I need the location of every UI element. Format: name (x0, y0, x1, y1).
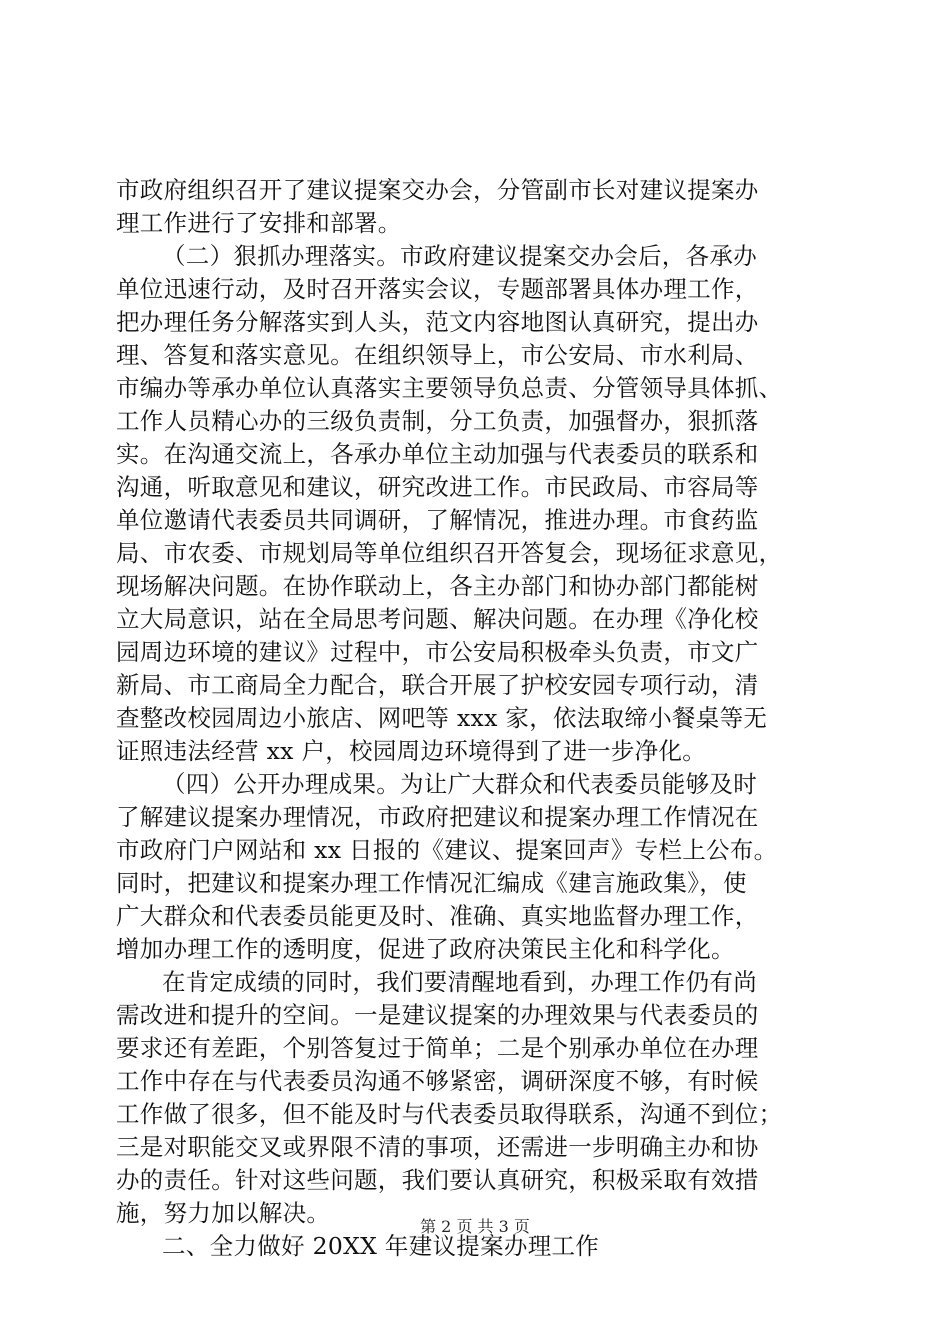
text-line: 二、全力做好 20XX 年建议提案办理工作 (162, 1232, 600, 1260)
text-line: 理工作进行了安排和部署。 (116, 209, 402, 237)
text-line: 单位迅速行动，及时召开落实会议，专题部署具体办理工作， (116, 275, 759, 303)
text-line: 工作中存在与代表委员沟通不够紧密，调研深度不够，有时候 (116, 1067, 759, 1095)
text-line: （二）狠抓办理落实。市政府建议提案交办会后，各承办 (162, 242, 757, 270)
text-line: 实。在沟通交流上，各承办单位主动加强与代表委员的联系和 (116, 440, 759, 468)
text-line: 单位邀请代表委员共同调研，了解情况，推进办理。市食药监 (116, 506, 759, 534)
text-line: 了解建议提案办理情况，市政府把建议和提案办理工作情况在 (116, 803, 759, 831)
text-line: 施，努力加以解决。 (116, 1199, 331, 1227)
text-line: 立大局意识，站在全局思考问题、解决问题。在办理《净化校 (116, 605, 759, 633)
text-line: 把办理任务分解落实到人头，范文内容地图认真研究，提出办 (116, 308, 759, 336)
text-line: 理、答复和落实意见。在组织领导上，市公安局、市水利局、 (116, 341, 759, 369)
text-line: 园周边环境的建议》过程中，市公安局积极牵头负责，市文广 (116, 638, 759, 666)
text-line: 新局、市工商局全力配合，联合开展了护校安园专项行动，清 (116, 671, 759, 699)
text-line: 广大群众和代表委员能更及时、准确、真实地监督办理工作， (116, 902, 759, 930)
text-line: 沟通，听取意见和建议，研究改进工作。市民政局、市容局等 (116, 473, 759, 501)
text-line: 局、市农委、市规划局等单位组织召开答复会，现场征求意见， (116, 539, 783, 567)
text-line: （四）公开办理成果。为让广大群众和代表委员能够及时 (162, 770, 757, 798)
text-line: 证照违法经营 xx 户，校园周边环境得到了进一步净化。 (116, 737, 707, 765)
text-line: 需改进和提升的空间。一是建议提案的办理效果与代表委员的 (116, 1001, 759, 1029)
text-line: 在肯定成绩的同时，我们要清醒地看到，办理工作仍有尚 (162, 968, 757, 996)
text-line: 增加办理工作的透明度，促进了政府决策民主化和科学化。 (116, 935, 735, 963)
page-footer: 第 2 页 共 3 页 (420, 1217, 530, 1236)
text-line: 市政府组织召开了建议提案交办会，分管副市长对建议提案办 (116, 176, 759, 204)
text-line: 办的责任。针对这些问题，我们要认真研究，积极采取有效措 (116, 1166, 759, 1194)
text-line: 查整改校园周边小旅店、网吧等 xxx 家，依法取缔小餐桌等无 (116, 704, 768, 732)
text-line: 工作做了很多，但不能及时与代表委员取得联系，沟通不到位； (116, 1100, 783, 1128)
text-line: 三是对职能交叉或界限不清的事项，还需进一步明确主办和协 (116, 1133, 759, 1161)
text-line: 要求还有差距，个别答复过于简单；二是个别承办单位在办理 (116, 1034, 759, 1062)
text-line: 工作人员精心办的三级负责制，分工负责，加强督办，狠抓落 (116, 407, 759, 435)
text-line: 现场解决问题。在协作联动上，各主办部门和协办部门都能树 (116, 572, 759, 600)
text-line: 市编办等承办单位认真落实主要领导负总责、分管领导具体抓、 (116, 374, 783, 402)
text-line: 同时，把建议和提案办理工作情况汇编成《建言施政集》，使 (116, 869, 747, 897)
text-line: 市政府门户网站和 xx 日报的《建议、提案回声》专栏上公布。 (116, 836, 778, 864)
document-body (116, 174, 846, 1263)
